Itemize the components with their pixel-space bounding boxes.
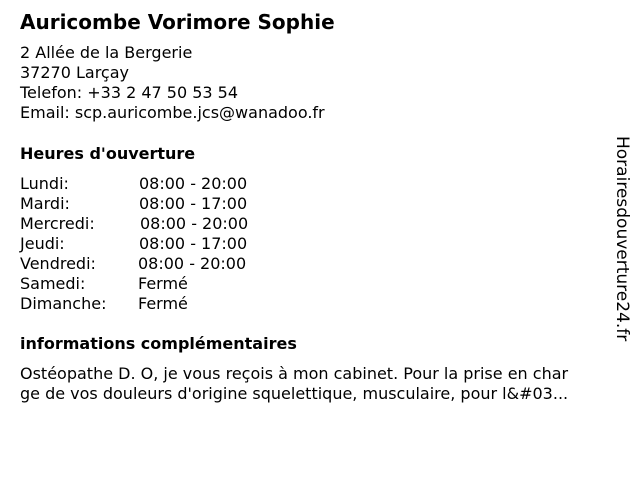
hours-table bbox=[20, 174, 320, 314]
day-hours: Fermé bbox=[138, 294, 188, 313]
info-description bbox=[20, 364, 620, 404]
phone-number[interactable]: Telefon: +33 2 47 50 53 54 bbox=[20, 83, 239, 102]
day-hours: 08:00 - 17:00 bbox=[139, 234, 248, 253]
day-hours: Fermé bbox=[138, 274, 188, 293]
address-city: 37270 Larçay bbox=[20, 63, 129, 82]
info-line: ge de vos douleurs d'origine squelettique, musculaire, pour l&#03... bbox=[20, 384, 569, 403]
day-hours: 08:00 - 20:00 bbox=[139, 174, 248, 193]
day-label: Mercredi: bbox=[20, 214, 95, 233]
hours-heading: Heures d'ouverture bbox=[20, 144, 196, 163]
day-hours: 08:00 - 20:00 bbox=[138, 254, 247, 273]
hours-row-sunday bbox=[20, 294, 320, 314]
hours-row-thursday bbox=[20, 234, 320, 254]
hours-row-monday bbox=[20, 174, 320, 194]
hours-row-wednesday bbox=[20, 214, 320, 234]
contact-block bbox=[20, 43, 325, 123]
day-label: Vendredi: bbox=[20, 254, 96, 273]
day-label: Jeudi: bbox=[20, 234, 65, 253]
day-label: Dimanche: bbox=[20, 294, 107, 313]
watermark-text: Horairesdouverture24.fr bbox=[612, 136, 632, 342]
day-hours: 08:00 - 20:00 bbox=[140, 214, 249, 233]
email-address[interactable]: Email: scp.auricombe.jcs@wanadoo.fr bbox=[20, 103, 325, 122]
site-watermark bbox=[612, 136, 634, 346]
hours-row-friday bbox=[20, 254, 320, 274]
hours-row-saturday bbox=[20, 274, 320, 294]
day-label: Lundi: bbox=[20, 174, 69, 193]
hours-row-tuesday bbox=[20, 194, 320, 214]
day-hours: 08:00 - 17:00 bbox=[139, 194, 248, 213]
day-label: Mardi: bbox=[20, 194, 70, 213]
day-label: Samedi: bbox=[20, 274, 86, 293]
info-line: Ostéopathe D. O, je vous reçois à mon cabinet. Pour la prise en char bbox=[20, 364, 569, 383]
info-heading: informations complémentaires bbox=[20, 334, 297, 353]
business-name: Auricombe Vorimore Sophie bbox=[20, 10, 335, 34]
address-street: 2 Allée de la Bergerie bbox=[20, 43, 193, 62]
